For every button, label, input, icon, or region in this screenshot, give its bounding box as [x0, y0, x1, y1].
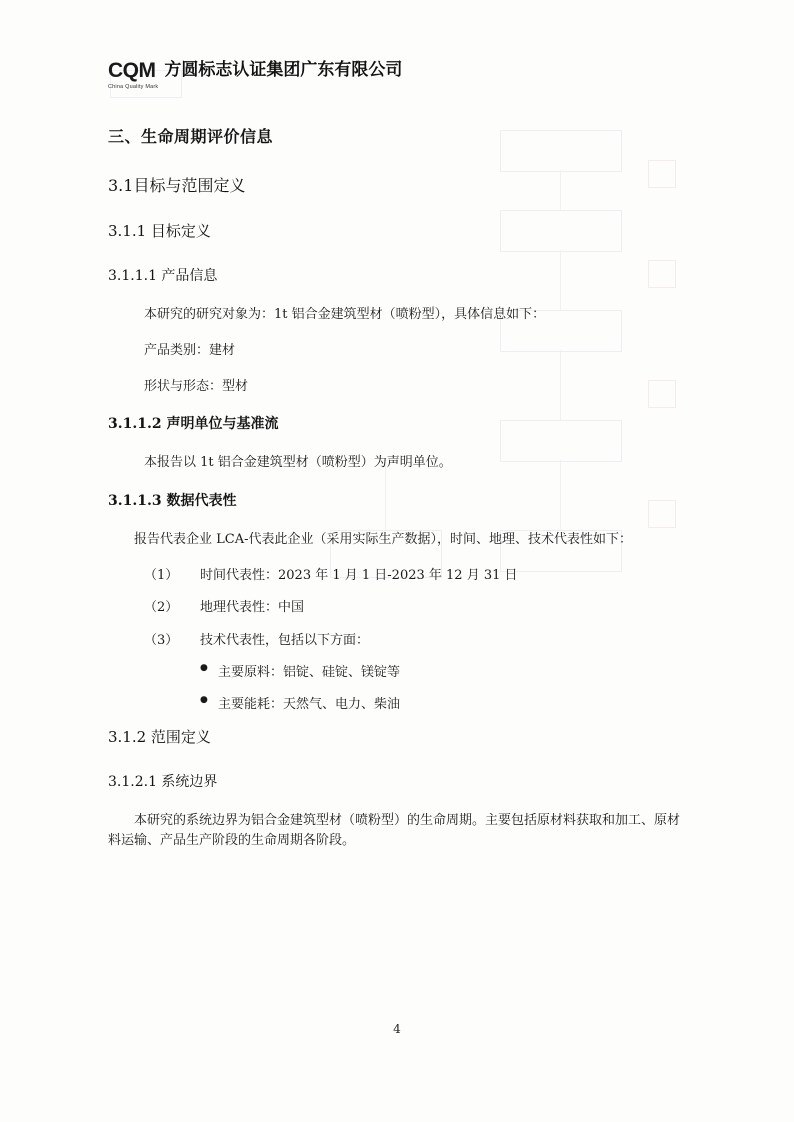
list-item [144, 566, 688, 586]
section-heading-3-1: 3.1目标与范围定义 [108, 176, 246, 195]
logo-subtext: China Quality Mark [108, 84, 159, 90]
list-item-label: （1） [144, 567, 179, 583]
list-item-text: 技术代表性，包括以下方面： [200, 632, 370, 648]
document-content [108, 60, 688, 867]
list-item [144, 598, 688, 618]
section-heading-3-1-1-1: 3.1.1.1 产品信息 [108, 268, 218, 284]
company-name: 方圆标志认证集团广东有限公司 [164, 60, 403, 80]
section-heading-3-1-1-3: 3.1.1.3 数据代表性 [108, 492, 237, 509]
paragraph-system-boundary: 本研究的系统边界为铝合金建筑型材（喷粉型）的生命周期。主要包括原材料获取和加工、原材料运输、产品生产阶段的生命周期各阶段。 [108, 813, 681, 849]
list-item [144, 631, 688, 651]
page-number: 4 [393, 1022, 401, 1036]
paragraph-product-category: 产品类别：建材 [144, 343, 236, 359]
paragraph-representativeness: 报告代表企业 LCA-代表此企业（采用实际生产数据），时间、地理、技术代表性如下： [134, 531, 632, 547]
company-header [108, 60, 688, 90]
section-heading-1: 三、生命周期评价信息 [108, 127, 274, 146]
section-heading-3-1-2: 3.1.2 范围定义 [108, 728, 211, 747]
paragraph-product-shape: 形状与形态：型材 [144, 379, 249, 395]
section-heading-3-1-1: 3.1.1 目标定义 [108, 222, 211, 240]
cqm-logo-icon [108, 60, 158, 90]
list-item-label: （2） [144, 600, 179, 616]
paragraph-declared-unit: 本报告以 1t 铝合金建筑型材（喷粉型）为声明单位。 [144, 455, 452, 471]
section-heading-3-1-2-1: 3.1.2.1 系统边界 [108, 774, 218, 791]
list-item-text: 时间代表性：2023 年 1 月 1 日-2023 年 12 月 31 日 [200, 567, 518, 583]
section-heading-3-1-1-2: 3.1.1.2 声明单位与基准流 [108, 416, 279, 433]
list-item-text: 地理代表性：中国 [200, 600, 305, 616]
technical-representativeness-bullets [108, 663, 688, 714]
paragraph-product-intro: 本研究的研究对象为：1t 铝合金建筑型材（喷粉型），具体信息如下： [144, 307, 546, 322]
logo-text: CQM [108, 59, 156, 82]
list-item: ● 主要原料：铝锭、硅锭、镁锭等 [200, 663, 688, 683]
list-item: ● 主要能耗：天然气、电力、柴油 [200, 695, 688, 715]
list-item-label: （3） [144, 632, 179, 648]
representativeness-list [108, 566, 688, 651]
